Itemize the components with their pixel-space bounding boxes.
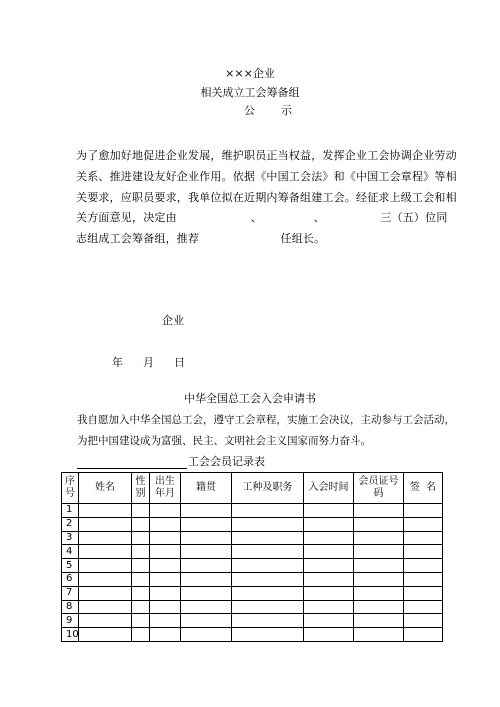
record-title: 工会会员记录表	[188, 455, 265, 468]
column-header: 序号	[62, 473, 79, 504]
table-cell[interactable]	[354, 531, 404, 545]
table-cell[interactable]	[232, 600, 304, 614]
application-line: 我自愿加入中华全国总工会，遵守工会章程，实施工会决议，主动参与工会活动，	[77, 414, 455, 426]
table-row	[62, 572, 443, 586]
table-row	[62, 545, 443, 559]
table-cell[interactable]	[181, 504, 232, 518]
table-cell[interactable]	[79, 600, 132, 614]
table-cell[interactable]	[232, 628, 304, 642]
table-row	[62, 628, 443, 642]
table-row	[62, 600, 443, 614]
table-cell[interactable]	[79, 572, 132, 586]
row-number: 1	[62, 504, 79, 518]
table-cell[interactable]	[304, 559, 354, 573]
row-number: 10	[62, 628, 79, 642]
table-cell[interactable]	[354, 545, 404, 559]
table-cell[interactable]	[354, 559, 404, 573]
table-cell[interactable]	[79, 504, 132, 518]
date-month: 月	[143, 356, 154, 369]
table-cell[interactable]	[354, 572, 404, 586]
table-cell[interactable]	[181, 572, 232, 586]
signature-org: 企业	[162, 314, 184, 327]
table-cell[interactable]	[79, 614, 132, 628]
record-blank-underline	[77, 457, 187, 469]
table-cell[interactable]	[404, 614, 443, 628]
column-header: 籍贯	[181, 473, 232, 504]
column-header: 入会时间	[304, 473, 354, 504]
date-year: 年	[112, 356, 123, 369]
table-cell[interactable]	[304, 586, 354, 600]
paragraph-line: 为了愈加好地促进企业发展，维护职员正当权益，发挥企业工会协调企业劳动	[76, 149, 457, 162]
table-cell[interactable]	[232, 572, 304, 586]
record-title-row	[77, 455, 265, 469]
paragraph-line: 关要求，应职员要求，我单位拟在近期内筹备组建工会。经征求上级工会和相	[76, 191, 457, 204]
table-cell[interactable]	[304, 600, 354, 614]
notice-title: 相关成立工会筹备组	[200, 86, 300, 99]
table-cell[interactable]	[132, 504, 150, 518]
table-cell[interactable]	[132, 572, 150, 586]
table-row	[62, 531, 443, 545]
table-cell[interactable]	[232, 614, 304, 628]
table-cell[interactable]	[79, 628, 132, 642]
table-cell[interactable]	[354, 517, 404, 531]
table-cell[interactable]	[79, 517, 132, 531]
table-cell[interactable]	[232, 504, 304, 518]
table-cell[interactable]	[404, 628, 443, 642]
table-header-row	[62, 473, 443, 504]
table-cell[interactable]	[150, 628, 181, 642]
table-cell[interactable]	[79, 545, 132, 559]
row-number: 5	[62, 559, 79, 573]
row-number: 4	[62, 545, 79, 559]
table-cell[interactable]	[132, 586, 150, 600]
table-cell[interactable]	[150, 586, 181, 600]
table-row	[62, 504, 443, 518]
row-number: 7	[62, 586, 79, 600]
table-cell[interactable]	[181, 517, 232, 531]
table-cell[interactable]	[132, 517, 150, 531]
paragraph-line: 志组成工会筹备组，推荐 任组长。	[76, 232, 326, 245]
table-row	[62, 614, 443, 628]
application-title: 中华全国总工会入会申请书	[184, 392, 316, 405]
table-cell[interactable]	[404, 586, 443, 600]
table-cell[interactable]	[132, 531, 150, 545]
table-cell[interactable]	[79, 586, 132, 600]
row-number: 3	[62, 531, 79, 545]
table-cell[interactable]	[181, 531, 232, 545]
column-header: 性别	[132, 473, 150, 504]
table-cell[interactable]	[132, 559, 150, 573]
row-number: 9	[62, 614, 79, 628]
table-cell[interactable]	[354, 600, 404, 614]
table-row	[62, 586, 443, 600]
table-cell[interactable]	[232, 559, 304, 573]
column-header: 会员证号码	[354, 473, 404, 504]
table-cell[interactable]	[404, 517, 443, 531]
table-cell[interactable]	[404, 559, 443, 573]
member-record-table	[61, 472, 443, 642]
paragraph-line: 关方面意见，决定由 、 、 三（五）位同	[76, 211, 448, 224]
table-cell[interactable]	[304, 504, 354, 518]
table-cell[interactable]	[404, 572, 443, 586]
table-cell[interactable]	[404, 545, 443, 559]
table-cell[interactable]	[132, 614, 150, 628]
table-cell[interactable]	[132, 600, 150, 614]
row-number: 2	[62, 517, 79, 531]
table-cell[interactable]	[132, 545, 150, 559]
table-cell[interactable]	[150, 531, 181, 545]
row-number: 6	[62, 572, 79, 586]
table-cell[interactable]	[304, 531, 354, 545]
table-cell[interactable]	[150, 545, 181, 559]
table-cell[interactable]	[150, 559, 181, 573]
column-header: 出生年月	[150, 473, 181, 504]
table-row	[62, 517, 443, 531]
table-cell[interactable]	[232, 517, 304, 531]
table-cell[interactable]	[150, 600, 181, 614]
table-cell[interactable]	[150, 517, 181, 531]
row-number: 8	[62, 600, 79, 614]
table-cell[interactable]	[232, 545, 304, 559]
table-cell[interactable]	[304, 614, 354, 628]
table-cell[interactable]	[150, 614, 181, 628]
heading-left-char: 公	[244, 104, 255, 117]
table-cell[interactable]	[132, 628, 150, 642]
table-cell[interactable]	[404, 600, 443, 614]
application-line: 为把中国建设成为富强、民主、文明社会主义国家而努力奋斗。	[77, 435, 371, 447]
table-cell[interactable]	[181, 628, 232, 642]
table-row	[62, 559, 443, 573]
date-day: 日	[174, 356, 185, 369]
table-cell[interactable]	[304, 517, 354, 531]
table-cell[interactable]	[181, 614, 232, 628]
paragraph-line: 关系、推进建设友好企业作用。依据《中国工会法》和《中国工会章程》等相	[76, 170, 457, 183]
table-cell[interactable]	[181, 600, 232, 614]
table-cell[interactable]	[354, 614, 404, 628]
heading-right-char: 示	[281, 104, 292, 117]
table-cell[interactable]	[181, 559, 232, 573]
column-header: 工种及职务	[232, 473, 304, 504]
table-cell[interactable]	[304, 628, 354, 642]
table-cell[interactable]	[232, 531, 304, 545]
table-cell[interactable]	[354, 586, 404, 600]
table-cell[interactable]	[232, 586, 304, 600]
company-name: ×××企业	[225, 67, 275, 80]
table-cell[interactable]	[304, 572, 354, 586]
table-cell[interactable]	[304, 545, 354, 559]
column-header: 签 名	[404, 473, 443, 504]
table-cell[interactable]	[404, 504, 443, 518]
table-cell[interactable]	[79, 559, 132, 573]
table-cell[interactable]	[354, 628, 404, 642]
table-cell[interactable]	[79, 531, 132, 545]
table-cell[interactable]	[354, 504, 404, 518]
table-cell[interactable]	[150, 572, 181, 586]
table-cell[interactable]	[150, 504, 181, 518]
column-header: 姓名	[79, 473, 132, 504]
table-cell[interactable]	[404, 531, 443, 545]
table-cell[interactable]	[181, 545, 232, 559]
table-cell[interactable]	[181, 586, 232, 600]
